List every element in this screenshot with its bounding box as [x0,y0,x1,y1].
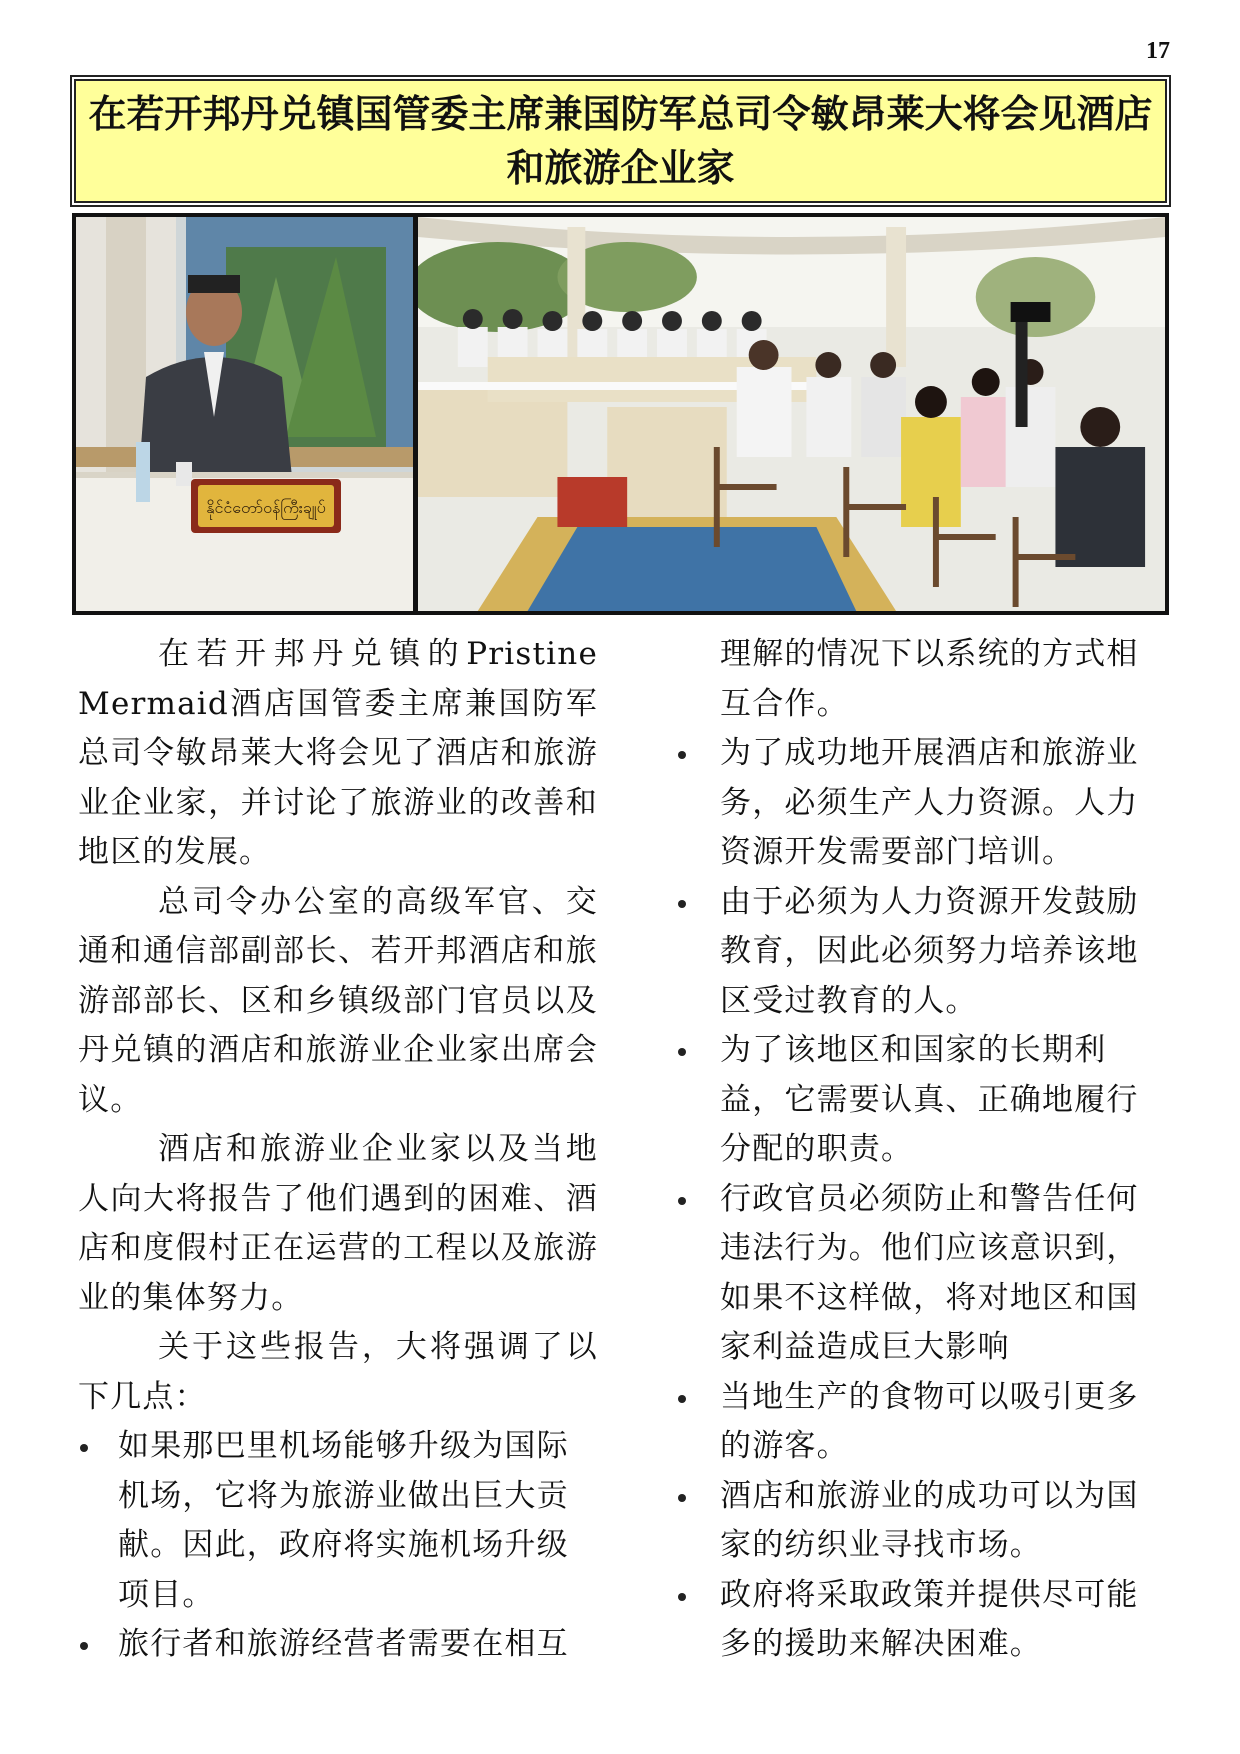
paragraph-reports: 酒店和旅游业企业家以及当地人向大将报告了他们遇到的困难、酒店和度假村正在运营的工程以及旅游业的集体努力。 [78,1131,598,1316]
list-item: 酒店和旅游业的成功可以为国家的纺织业寻找市场。 [676,1472,1170,1571]
list-item: 如果那巴里机场能够升级为国际机场，它将为旅游业做出巨大贡献。因此，政府将实施机场升级项目。 [78,1422,598,1620]
paragraph-emphasis: 关于这些报告，大将强调了以下几点： [78,1329,598,1415]
list-item: 行政官员必须防止和警告任何违法行为。他们应该意识到，如果不这样做，将对地区和国家利益造成巨大影响 [676,1175,1170,1373]
list-item: 政府将采取政策并提供尽可能多的援助来解决困难。 [676,1571,1170,1670]
right-bullet-list [676,729,1170,1670]
body-column-right [676,630,1170,1670]
paragraph-attendees: 总司令办公室的高级军官、交通和通信部副部长、若开邦酒店和旅游部部长、区和乡镇级部门官员以及丹兑镇的酒店和旅游业企业家出席会议。 [78,883,598,1118]
photo-speaker-at-podium [76,217,413,611]
bullet-continuation: 理解的情况下以系统的方式相互合作。 [720,636,1139,722]
list-item: 旅行者和旅游经营者需要在相互 [78,1620,598,1670]
photo-meeting-room [418,217,1165,611]
title-line-2: 和旅游企业家 [506,146,735,190]
title-line-1: 在若开邦丹兑镇国管委主席兼国防军总司令敏昂莱大将会见酒店 [88,92,1153,136]
left-bullet-list [78,1422,598,1670]
list-item: 为了该地区和国家的长期利益，它需要认真、正确地履行分配的职责。 [676,1026,1170,1175]
article-title [74,79,1167,203]
list-item: 为了成功地开展酒店和旅游业务，必须生产人力资源。人力资源开发需要部门培训。 [676,729,1170,878]
photo-strip [72,213,1169,615]
list-item: 由于必须为人力资源开发鼓励教育，因此必须努力培养该地区受过教育的人。 [676,878,1170,1027]
paragraph-intro: 在若开邦丹兑镇的Pristine Mermaid酒店国管委主席兼国防军总司令敏昂莱大将会见了酒店和旅游业企业家，并讨论了旅游业的改善和地区的发展。 [78,636,598,870]
list-item: 当地生产的食物可以吸引更多的游客。 [676,1373,1170,1472]
nameplate-text: နိုင်ငံတော်ဝန်ကြီးချုပ် [206,498,326,517]
body-column-left [78,630,598,1670]
page-number: 17 [1146,38,1170,64]
